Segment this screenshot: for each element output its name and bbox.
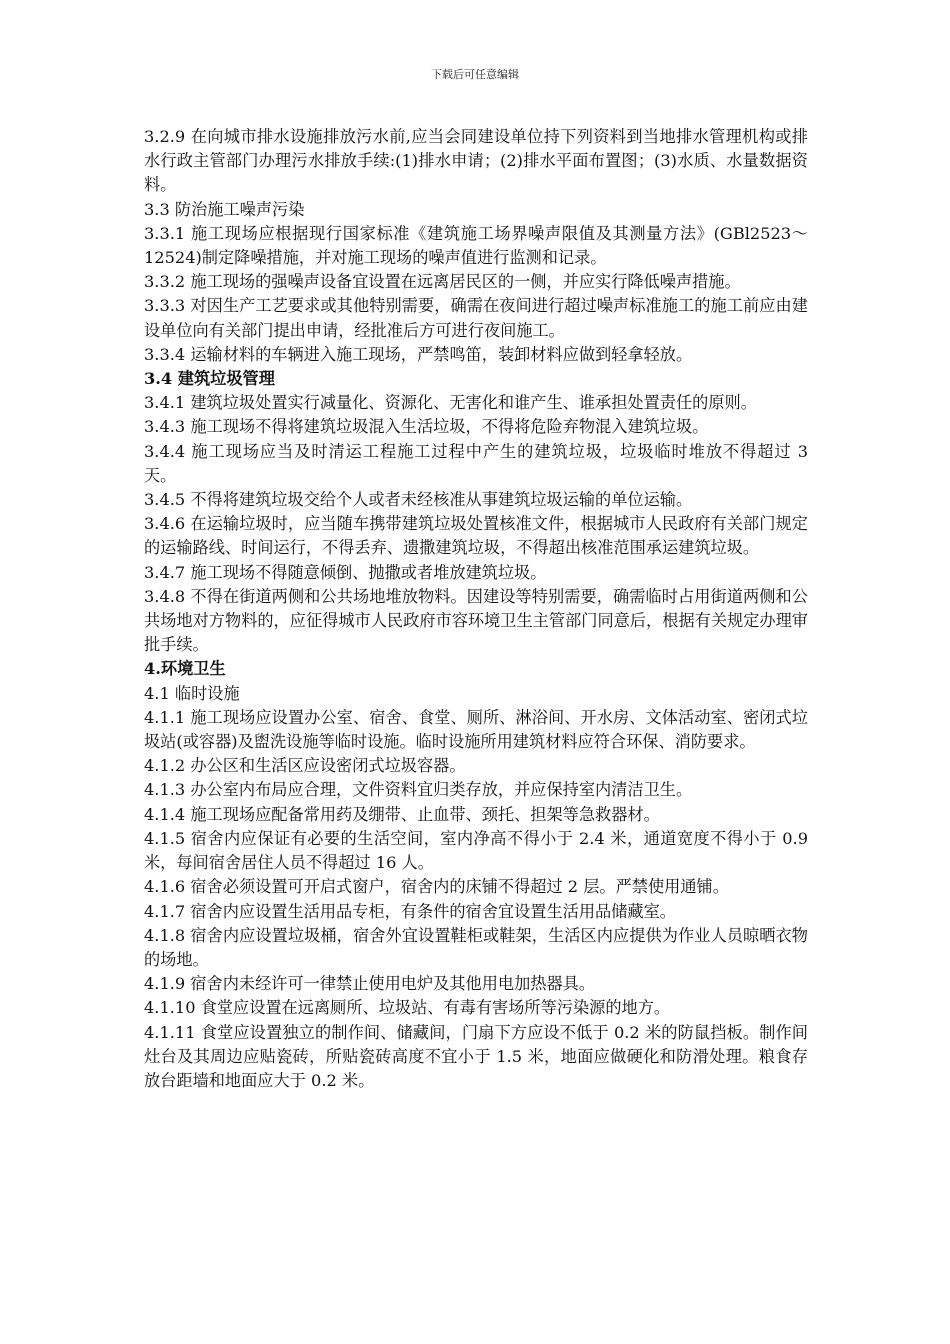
clause-3-4-7: 3.4.7 施工现场不得随意倾倒、抛撒或者堆放建筑垃圾。 <box>144 562 547 582</box>
clause-4-1-3: 4.1.3 办公室内布局应合理，文件资料宜归类存放，并应保持室内清洁卫生。 <box>144 780 693 800</box>
clause-4-1-7: 4.1.7 宿舍内应设置生活用品专柜，有条件的宿舍宜设置生活用品储藏室。 <box>144 901 676 921</box>
page-header: 下载后可任意编辑 <box>431 68 519 81</box>
clause-4-1-8: 4.1.8 宿舍内应设置垃圾桶，宿舍外宜设置鞋柜或鞋架，生活区内应提供为作业人员晾晒衣物的场地。 <box>144 925 808 969</box>
clause-3-3-2: 3.3.2 施工现场的强噪声设备宜设置在远离居民区的一侧，并应实行降低噪声措施。 <box>144 272 741 292</box>
clause-3-3-1: 3.3.1 施工现场应根据现行国家标准《建筑施工场界噪声限值及其测量方法》(GBl2523～12524)制定降噪措施，并对施工现场的噪声值进行监测和记录。 <box>144 223 808 268</box>
section-heading-4-1: 4.1 临时设施 <box>144 683 240 703</box>
clause-3-4-3: 3.4.3 施工现场不得将建筑垃圾混入生活垃圾，不得将危险弃物混入建筑垃圾。 <box>144 417 709 437</box>
clause-3-4-8: 3.4.8 不得在街道两侧和公共场地堆放物料。因建设等特别需要，确需临时占用街道两侧和公共场地对方物料的，应征得城市人民政府市容环境卫生主管部门同意后，根据有关规定办理审批手续。 <box>144 586 808 655</box>
clause-3-4-6: 3.4.6 在运输垃圾时，应当随车携带建筑垃圾处置核准文件，根据城市人民政府有关部门规定的运输路线、时间运行，不得丢弃、遗撒建筑垃圾，不得超出核准范围承运建筑垃圾。 <box>144 514 808 558</box>
document-body <box>144 125 808 1093</box>
clause-3-2-9: 3.2.9 在向城市排水设施排放污水前,应当会同建设单位持下列资料到当地排水管理机构或排水行政主管部门办理污水排放手续:(1)排水申请；(2)排水平面布置图；(3)水质、水量数据资料。 <box>144 127 808 195</box>
clause-3-3-3: 3.3.3 对因生产工艺要求或其他特别需要，确需在夜间进行超过噪声标准施工的施工前应由建设单位向有关部门提出申请，经批准后方可进行夜间施工。 <box>144 296 808 340</box>
clause-4-1-9: 4.1.9 宿舍内未经许可一律禁止使用电炉及其他用电加热器具。 <box>144 974 596 994</box>
clause-4-1-11: 4.1.11 食堂应设置独立的制作间、储藏间，门扇下方应设不低于 0.2 米的防鼠挡板。制作间灶台及其周边应贴瓷砖，所贴瓷砖高度不宜小于 1.5 米，地面应做硬化和防滑处理。粮食存放台距墙和地面应大于 0.2 米。 <box>144 1022 808 1090</box>
clause-3-3-4: 3.3.4 运输材料的车辆进入施工现场，严禁鸣笛，装卸材料应做到轻拿轻放。 <box>144 344 693 364</box>
clause-4-1-4: 4.1.4 施工现场应配备常用药及绷带、止血带、颈托、担架等急救器材。 <box>144 804 660 824</box>
clause-3-4-1: 3.4.1 建筑垃圾处置实行减量化、资源化、无害化和谁产生、谁承担处置责任的原则。 <box>144 393 757 413</box>
clause-4-1-10: 4.1.10 食堂应设置在远离厕所、垃圾站、有毒有害场所等污染源的地方。 <box>144 998 671 1018</box>
clause-3-4-5: 3.4.5 不得将建筑垃圾交给个人或者未经核准从事建筑垃圾运输的单位运输。 <box>144 490 693 510</box>
clause-4-1-1: 4.1.1 施工现场应设置办公室、宿舍、食堂、厕所、淋浴间、开水房、文体活动室、密闭式垃圾站(或容器)及盥洗设施等临时设施。临时设施所用建筑材料应符合环保、消防要求。 <box>144 707 808 752</box>
clause-4-1-2: 4.1.2 办公区和生活区应设密闭式垃圾容器。 <box>144 756 466 776</box>
section-heading-3-3: 3.3 防治施工噪声污染 <box>144 199 305 219</box>
clause-4-1-5: 4.1.5 宿舍内应保证有必要的生活空间，室内净高不得小于 2.4 米，通道宽度不得小于 0.9 米，每间宿舍居住人员不得超过 16 人。 <box>144 828 808 873</box>
clause-3-4-4: 3.4.4 施工现场应当及时清运工程施工过程中产生的建筑垃圾，垃圾临时堆放不得超过 3 天。 <box>144 441 808 485</box>
section-heading-3-4: 3.4 建筑垃圾管理 <box>144 369 275 389</box>
clause-4-1-6: 4.1.6 宿舍必须设置可开启式窗户，宿舍内的床铺不得超过 2 层。严禁使用通铺。 <box>144 877 729 897</box>
section-heading-4: 4.环境卫生 <box>144 659 226 679</box>
